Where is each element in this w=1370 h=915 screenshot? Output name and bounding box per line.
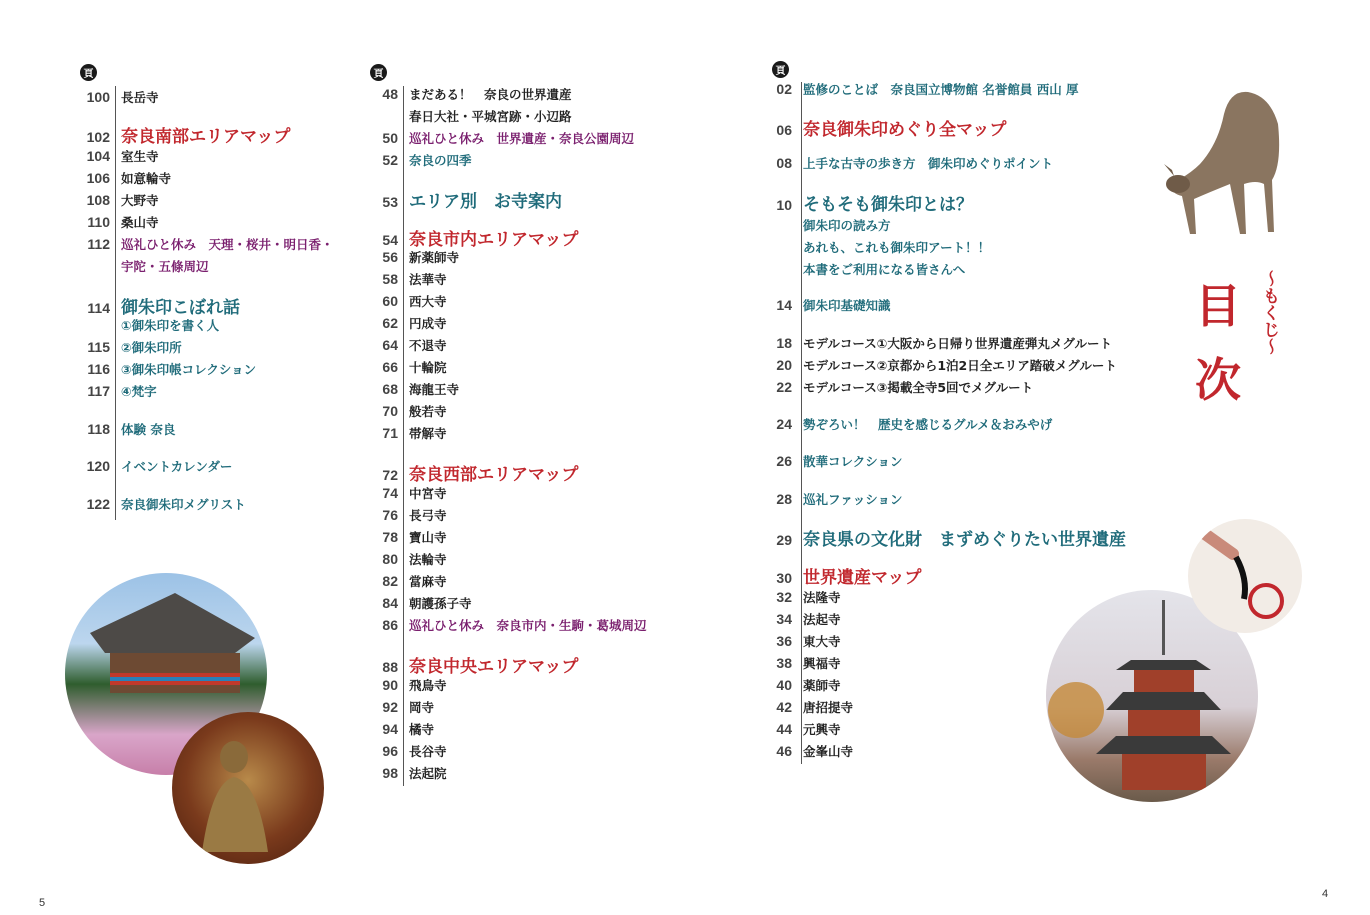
toc-entry <box>364 424 447 442</box>
toc-entry-title: 春日大社・平城宮跡・小辺路 <box>409 109 572 124</box>
toc-page-number: 48 <box>382 86 398 102</box>
toc-entry-title: 長谷寺 <box>409 744 447 759</box>
toc-page-number: 108 <box>86 192 110 208</box>
toc-page-number: 08 <box>776 155 792 171</box>
toc-page-number: 10 <box>776 197 792 213</box>
toc-entry-title: 大野寺 <box>121 193 159 208</box>
toc-entry <box>364 402 447 420</box>
toc-entry <box>72 257 209 275</box>
toc-page-number: 32 <box>776 589 792 605</box>
toc-entry-title: 奈良の四季 <box>409 153 472 168</box>
toc-page-number: 46 <box>776 743 792 759</box>
toc-page-number: 68 <box>382 381 398 397</box>
toc-entry <box>72 235 334 253</box>
toc-entry-title: 御朱印こぼれ話 <box>121 298 240 318</box>
toc-entry-title: 世界遺産マップ <box>803 568 922 588</box>
toc-entry <box>770 415 1052 433</box>
toc-entry <box>770 334 1112 352</box>
toc-entry <box>770 238 990 256</box>
toc-entry <box>364 484 447 502</box>
toc-entry-title: 法隆寺 <box>803 590 841 605</box>
toc-entry <box>770 80 1079 98</box>
toc-entry <box>364 528 447 546</box>
toc-page-number: 80 <box>382 551 398 567</box>
toc-page-number: 98 <box>382 765 398 781</box>
toc-entry <box>770 588 841 606</box>
toc-entry <box>770 190 973 215</box>
toc-entry <box>72 338 182 356</box>
toc-page-number: 14 <box>776 297 792 313</box>
toc-entry <box>72 88 159 106</box>
toc-page-number: 06 <box>776 122 792 138</box>
toc-entry-title: 巡礼ファッション <box>803 492 903 507</box>
toc-entry <box>72 360 256 378</box>
toc-page-number: 82 <box>382 573 398 589</box>
deer-photo <box>1160 84 1290 244</box>
toc-entry-title: 當麻寺 <box>409 574 447 589</box>
toc-entry-title: 法起院 <box>409 766 447 781</box>
toc-entry <box>364 270 447 288</box>
title-kanji-moku: 目 <box>1195 279 1241 333</box>
toc-page-number: 60 <box>382 293 398 309</box>
toc-entry <box>72 169 171 187</box>
toc-entry <box>364 506 447 524</box>
toc-entry-title: 薬師寺 <box>803 678 841 693</box>
toc-entry-title: 本書をご利用になる皆さんへ <box>803 262 966 277</box>
toc-page-number: 106 <box>86 170 110 186</box>
toc-entry <box>364 764 447 782</box>
toc-entry <box>770 742 853 760</box>
toc-entry <box>364 358 447 376</box>
toc-entry-title: モデルコース①大阪から日帰り世界遺産弾丸メグルート <box>803 336 1112 351</box>
page-icon: 頁 <box>772 61 789 78</box>
toc-entry-title: ④梵字 <box>121 384 157 399</box>
toc-page-number: 28 <box>776 491 792 507</box>
toc-page-number: 53 <box>382 194 398 210</box>
toc-page-number: 84 <box>382 595 398 611</box>
toc-page-number: 90 <box>382 677 398 693</box>
toc-entry-title: 長岳寺 <box>121 90 159 105</box>
toc-page-number: 36 <box>776 633 792 649</box>
toc-page-number: 62 <box>382 315 398 331</box>
toc-entry <box>364 248 459 266</box>
toc-page-number: 38 <box>776 655 792 671</box>
page-number-left: 5 <box>39 897 46 909</box>
toc-entry <box>770 654 841 672</box>
toc-entry-title: 奈良西部エリアマップ <box>409 465 579 485</box>
toc-entry-title: 巡礼ひと休み 天理・桜井・明日香・ <box>121 237 334 252</box>
page-icon: 頁 <box>370 64 387 81</box>
toc-entry <box>72 293 240 318</box>
toc-entry <box>364 380 459 398</box>
toc-entry-title: 奈良市内エリアマップ <box>409 230 579 250</box>
toc-page-number: 54 <box>382 232 398 248</box>
title-reading: ～もくじ～ <box>1259 270 1279 355</box>
toc-page-number: 86 <box>382 617 398 633</box>
toc-entry <box>364 652 578 677</box>
toc-entry <box>364 107 572 125</box>
toc-entry-title: 御朱印の読み方 <box>803 218 891 233</box>
toc-entry-title: 上手な古寺の歩き方 御朱印めぐりポイント <box>803 156 1054 171</box>
toc-entry <box>770 720 841 738</box>
toc-entry-title: 体験 奈良 <box>121 422 176 437</box>
toc-page-number: 66 <box>382 359 398 375</box>
toc-entry <box>72 122 290 147</box>
toc-entry-title: 法華寺 <box>409 272 447 287</box>
toc-page-number: 44 <box>776 721 792 737</box>
toc-entry-title: 奈良御朱印めぐり全マップ <box>803 120 1007 140</box>
toc-entry-title: ②御朱印所 <box>121 340 182 355</box>
toc-page-number: 71 <box>382 425 398 441</box>
toc-entry <box>364 720 434 738</box>
toc-entry <box>364 314 447 332</box>
toc-title <box>1195 270 1279 420</box>
toc-page-number: 100 <box>86 89 110 105</box>
toc-entry <box>770 525 1126 550</box>
toc-entry <box>72 213 159 231</box>
toc-page-number: 20 <box>776 357 792 373</box>
toc-entry <box>364 292 447 310</box>
toc-entry-title: 室生寺 <box>121 149 159 164</box>
toc-page-number: 114 <box>87 300 110 316</box>
toc-entry-title: 興福寺 <box>803 656 841 671</box>
toc-entry <box>364 616 647 634</box>
goshuin-writing-photo <box>1188 519 1302 633</box>
toc-page-number: 102 <box>86 129 110 145</box>
toc-entry-title: 橘寺 <box>409 722 435 737</box>
toc-entry <box>364 550 447 568</box>
toc-page-number: 56 <box>382 249 398 265</box>
toc-page-number: 64 <box>382 337 398 353</box>
toc-entry-title: モデルコース②京都から1泊2日全エリア踏破メグルート <box>803 358 1117 373</box>
toc-page-number: 115 <box>87 339 110 355</box>
page-number-right: 4 <box>1322 888 1329 900</box>
toc-entry <box>364 742 447 760</box>
toc-entry <box>72 382 157 400</box>
toc-page-number: 117 <box>87 383 110 399</box>
toc-page-number: 30 <box>776 570 792 586</box>
toc-entry <box>770 260 965 278</box>
toc-entry <box>364 676 447 694</box>
toc-entry <box>770 115 1006 140</box>
toc-page-number: 88 <box>382 659 398 675</box>
toc-page-number: 26 <box>776 453 792 469</box>
toc-entry <box>770 563 921 588</box>
toc-entry <box>72 316 219 334</box>
toc-entry <box>364 85 572 103</box>
toc-page-number: 118 <box>87 421 110 437</box>
toc-entry <box>770 610 841 628</box>
toc-page-number: 70 <box>382 403 398 419</box>
toc-page-number: 29 <box>776 532 792 548</box>
toc-entry-title: 如意輪寺 <box>121 171 172 186</box>
toc-entry-title: 寶山寺 <box>409 530 447 545</box>
toc-page-number: 24 <box>776 416 792 432</box>
toc-entry-title: 巡礼ひと休み 奈良市内・生駒・葛城周辺 <box>409 618 647 633</box>
toc-entry <box>72 495 246 513</box>
toc-entry <box>364 572 447 590</box>
page-icon: 頁 <box>80 64 97 81</box>
title-kanji-ji: 次 <box>1195 353 1241 407</box>
toc-page-number: 78 <box>382 529 398 545</box>
toc-page-number: 42 <box>776 699 792 715</box>
toc-entry-title: まだある！ 奈良の世界遺産 <box>409 87 572 102</box>
toc-entry-title: 朝護孫子寺 <box>409 596 472 611</box>
toc-entry-title: 金峯山寺 <box>803 744 854 759</box>
toc-entry-title: 唐招提寺 <box>803 700 854 715</box>
toc-entry-title: 十輪院 <box>409 360 447 375</box>
toc-entry-title: ①御朱印を書く人 <box>121 318 220 333</box>
toc-page-number: 122 <box>86 496 110 512</box>
toc-entry-title: イベントカレンダー <box>121 459 233 474</box>
toc-page-number: 34 <box>776 611 792 627</box>
toc-page-number: 76 <box>382 507 398 523</box>
toc-entry-title: 奈良御朱印メグリスト <box>121 497 246 512</box>
toc-page-number: 22 <box>776 379 792 395</box>
toc-entry-title: そもそも御朱印とは？ <box>803 195 973 215</box>
toc-entry-title: 桑山寺 <box>121 215 159 230</box>
toc-page-number: 50 <box>382 130 398 146</box>
toc-entry <box>770 378 1033 396</box>
toc-entry-title: 不退寺 <box>409 338 447 353</box>
toc-page-number: 110 <box>87 214 110 230</box>
toc-entry <box>770 356 1117 374</box>
toc-page-number: 52 <box>382 152 398 168</box>
toc-page-number: 96 <box>382 743 398 759</box>
toc-entry <box>72 191 159 209</box>
toc-entry-title: 法輪寺 <box>409 552 447 567</box>
toc-entry <box>364 594 472 612</box>
toc-page-number: 120 <box>86 458 110 474</box>
toc-entry <box>364 460 578 485</box>
toc-entry-title: 西大寺 <box>409 294 447 309</box>
toc-entry <box>72 147 159 165</box>
toc-entry-title: ③御朱印帳コレクション <box>121 362 257 377</box>
toc-page-number: 40 <box>776 677 792 693</box>
toc-page-number: 92 <box>382 699 398 715</box>
toc-page-number: 104 <box>86 148 110 164</box>
toc-entry <box>770 452 903 470</box>
toc-entry <box>72 420 175 438</box>
toc-entry-title: 勢ぞろい！ 歴史を感じるグルメ＆おみやげ <box>803 417 1053 432</box>
toc-entry <box>770 216 891 234</box>
toc-entry <box>364 151 472 169</box>
toc-entry-title: 般若寺 <box>409 404 447 419</box>
toc-page-number: 94 <box>382 721 398 737</box>
toc-entry-title: 法起寺 <box>803 612 841 627</box>
toc-page-number: 74 <box>382 485 398 501</box>
toc-entry-title: 監修のことば 奈良国立博物館 名誉館員 西山 厚 <box>803 82 1079 97</box>
toc-entry-title: 新薬師寺 <box>409 250 460 265</box>
toc-entry-title: 散華コレクション <box>803 454 903 469</box>
toc-entry-title: 巡礼ひと休み 世界遺産・奈良公園周辺 <box>409 131 635 146</box>
toc-entry <box>364 336 447 354</box>
toc-entry <box>72 457 232 475</box>
toc-page-number: 112 <box>87 236 110 252</box>
toc-page-number: 72 <box>382 467 398 483</box>
toc-page-number: 58 <box>382 271 398 287</box>
toc-entry-title: 奈良県の文化財 まずめぐりたい世界遺産 <box>803 530 1126 550</box>
toc-entry <box>770 490 903 508</box>
toc-entry-title: 御朱印基礎知識 <box>803 298 891 313</box>
toc-entry-title: 飛鳥寺 <box>409 678 447 693</box>
toc-page-number: 02 <box>776 81 792 97</box>
toc-entry <box>770 676 841 694</box>
toc-entry-title: モデルコース③掲載全寺5回でメグルート <box>803 380 1034 395</box>
toc-entry-title: 奈良中央エリアマップ <box>409 657 579 677</box>
toc-page-number: 116 <box>87 361 110 377</box>
toc-entry-title: 元興寺 <box>803 722 841 737</box>
toc-entry-title: 宇陀・五條周辺 <box>121 259 209 274</box>
toc-entry <box>770 154 1053 172</box>
toc-entry-title: 東大寺 <box>803 634 841 649</box>
toc-entry <box>770 632 841 650</box>
toc-entry <box>364 187 562 212</box>
toc-entry-title: 岡寺 <box>409 700 435 715</box>
toc-entry-title: 円成寺 <box>409 316 447 331</box>
toc-entry <box>364 698 434 716</box>
toc-entry <box>770 698 853 716</box>
buddha-photo <box>172 712 324 864</box>
toc-entry <box>364 129 634 147</box>
toc-entry-title: 海龍王寺 <box>409 382 460 397</box>
toc-entry <box>364 225 578 250</box>
toc-entry-title: 帯解寺 <box>409 426 447 441</box>
toc-page-number: 18 <box>776 335 792 351</box>
toc-entry-title: 奈良南部エリアマップ <box>121 127 291 147</box>
toc-entry-title: あれも、これも御朱印アート！！ <box>803 240 991 255</box>
toc-entry-title: 中宮寺 <box>409 486 447 501</box>
toc-entry-title: エリア別 お寺案内 <box>409 192 562 212</box>
toc-entry <box>770 296 891 314</box>
toc-entry-title: 長弓寺 <box>409 508 447 523</box>
